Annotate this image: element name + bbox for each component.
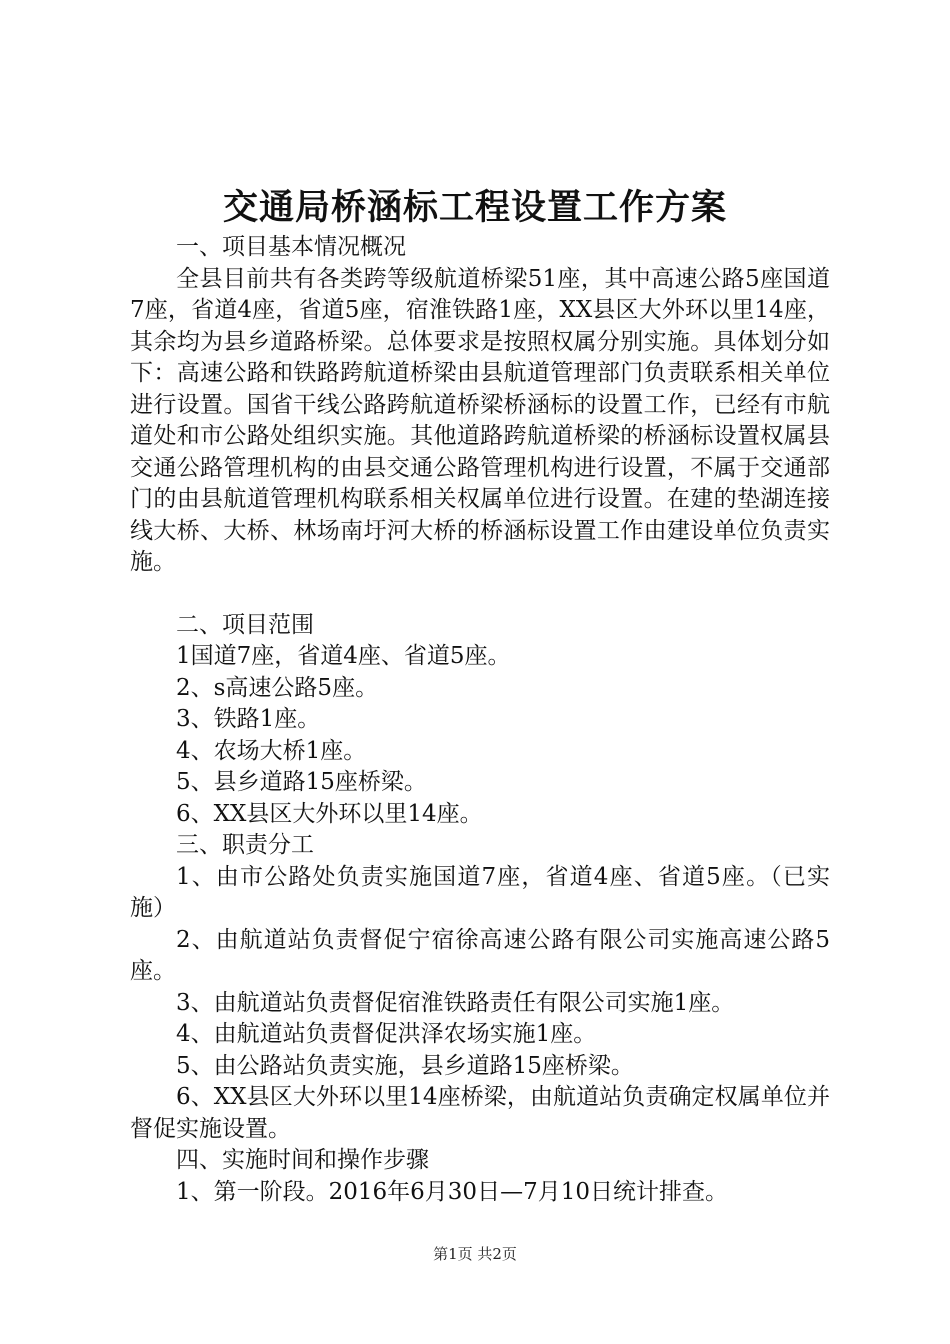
section-heading-4: 四、实施时间和操作步骤 bbox=[176, 1147, 429, 1173]
list-item: 4、农场大桥1座。 bbox=[176, 737, 367, 764]
page-number-footer: 第1页 共2页 bbox=[433, 1245, 517, 1263]
document-body bbox=[130, 232, 830, 1208]
overview-paragraph: 全县目前共有各类跨等级航道桥梁51座，其中高速公路5座国道7座，省道4座，省道5座，宿淮铁路1座，XX县区大外环以里14座，其余均为县乡道路桥梁。总体要求是按照权属分别实施。具体划分如下：高速公路和铁路跨航道桥梁由县航道管理部门负责联系相关单位进行设置。国省干线公路跨航道桥梁桥涵标的设置工作，已经有市航道处和市公路处组织实施。其他道路跨航道桥梁的桥涵标设置权属县交通公路管理机构的由县交通公路管理机构进行设置，不属于交通部门的由县航道管理机构联系相关权属单位进行设置。在建的垫湖连接线大桥、大桥、林场南圩河大桥的桥涵标设置工作由建设单位负责实施。 bbox=[130, 265, 830, 575]
list-item: 3、由航道站负责督促宿淮铁路责任有限公司实施1座。 bbox=[176, 989, 735, 1016]
list-item: 1、由市公路处负责实施国道7座，省道4座、省道5座。（已实施） bbox=[130, 863, 830, 921]
list-item: 6、XX县区大外环以里14座。 bbox=[176, 800, 483, 827]
list-item: 1国道7座，省道4座、省道5座。 bbox=[176, 643, 511, 669]
section-heading-3: 三、职责分工 bbox=[176, 832, 314, 858]
section-heading-2: 二、项目范围 bbox=[176, 611, 314, 638]
list-item: 6、XX县区大外环以里14座桥梁，由航道站负责确定权属单位并督促实施设置。 bbox=[130, 1084, 830, 1142]
list-item: 4、由航道站负责督促洪泽农场实施1座。 bbox=[176, 1021, 597, 1047]
list-item: 5、由公路站负责实施，县乡道路15座桥梁。 bbox=[176, 1052, 634, 1079]
list-item: 2、s高速公路5座。 bbox=[176, 674, 379, 701]
document-title: 交通局桥涵标工程设置工作方案 bbox=[222, 187, 727, 228]
section-heading-1: 一、项目基本情况概况 bbox=[176, 234, 406, 260]
list-item: 3、铁路1座。 bbox=[176, 706, 321, 732]
list-item: 2、由航道站负责督促宁宿徐高速公路有限公司实施高速公路5座。 bbox=[130, 926, 830, 984]
list-item: 5、县乡道路15座桥梁。 bbox=[176, 769, 427, 795]
list-item: 1、第一阶段。2016年6月30日—7月10日统计排查。 bbox=[176, 1178, 728, 1205]
